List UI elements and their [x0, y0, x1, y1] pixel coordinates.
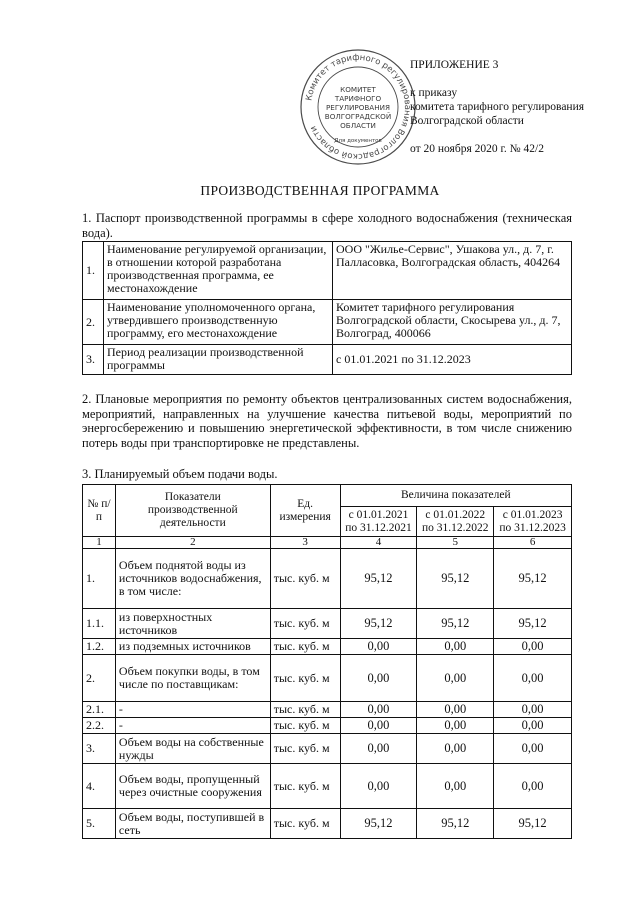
row-number: 3.	[83, 345, 104, 375]
table-row	[83, 242, 572, 300]
cell-value-2021: 95,12	[340, 809, 417, 839]
cell-name: Объем воды, поступившей в сеть	[115, 809, 270, 839]
cell-unit: тыс. куб. м	[270, 639, 340, 655]
cell-value-2021: 95,12	[340, 609, 417, 639]
cell-value-2023: 0,00	[494, 764, 572, 809]
cell-value-2021: 0,00	[340, 702, 417, 718]
section1-heading: 1. Паспорт производственной программы в сфере холодного водоснабжения (техническая вода).	[82, 211, 572, 240]
cell-num: 3.	[83, 734, 116, 764]
cell-value-2023: 0,00	[494, 718, 572, 734]
passport-table	[82, 241, 572, 375]
supply-volume-table	[82, 484, 572, 839]
table-row	[83, 764, 572, 809]
cell-value-2021: 0,00	[340, 639, 417, 655]
index-cell: 5	[417, 537, 494, 549]
cell-value-2022: 0,00	[417, 718, 494, 734]
svg-text:РЕГУЛИРОВАНИЯ: РЕГУЛИРОВАНИЯ	[325, 103, 391, 112]
row-label: Период реализации производственной программы	[104, 345, 333, 375]
cell-unit: тыс. куб. м	[270, 734, 340, 764]
cell-name: -	[115, 702, 270, 718]
annex-line-4: от 20 ноября 2020 г. № 42/2	[410, 143, 544, 155]
cell-unit: тыс. куб. м	[270, 702, 340, 718]
cell-value-2022: 95,12	[417, 549, 494, 609]
table-row	[83, 718, 572, 734]
annex-block	[410, 58, 584, 156]
row-number: 1.	[83, 242, 104, 300]
page-title: ПРОИЗВОДСТВЕННАЯ ПРОГРАММА	[200, 183, 440, 198]
cell-value-2021: 0,00	[340, 734, 417, 764]
header-period-2021: с 01.01.2021 по 31.12.2021	[340, 507, 417, 537]
cell-unit: тыс. куб. м	[270, 764, 340, 809]
section2-text: 2. Плановые мероприятия по ремонту объектов централизованных систем водоснабжения, мероприятий, направленных на улучшение качества питьевой воды, мероприятий по энергосбережению и повышению энергетической эффективности, в том числе снижению потерь воды при транспортировке не представлены.	[82, 392, 572, 450]
cell-value-2022: 0,00	[417, 764, 494, 809]
cell-value-2023: 0,00	[494, 639, 572, 655]
row-label: Наименование регулируемой организации, в отношении которой разработана производственная программа, ее местонахождение	[104, 242, 333, 300]
cell-value-2023: 0,00	[494, 655, 572, 702]
cell-num: 5.	[83, 809, 116, 839]
table-row	[83, 549, 572, 609]
svg-text:КОМИТЕТ: КОМИТЕТ	[340, 85, 376, 94]
cell-value-2021: 0,00	[340, 718, 417, 734]
header-period-2022: с 01.01.2022 по 31.12.2022	[417, 507, 494, 537]
svg-text:ОБЛАСТИ: ОБЛАСТИ	[340, 121, 376, 130]
cell-num: 4.	[83, 764, 116, 809]
section3-heading: 3. Планируемый объем подачи воды.	[82, 467, 278, 481]
index-cell: 2	[115, 537, 270, 549]
annex-title: ПРИЛОЖЕНИЕ 3	[410, 59, 499, 71]
cell-num: 2.2.	[83, 718, 116, 734]
cell-num: 2.1.	[83, 702, 116, 718]
cell-value-2023: 0,00	[494, 734, 572, 764]
header-indicator: Показатели производственной деятельности	[115, 485, 270, 537]
cell-value-2023: 95,12	[494, 609, 572, 639]
index-cell: 4	[340, 537, 417, 549]
row-value: с 01.01.2021 по 31.12.2023	[333, 345, 572, 375]
index-cell: 6	[494, 537, 572, 549]
table-row	[83, 809, 572, 839]
index-row	[83, 537, 572, 549]
header-period-2023: с 01.01.2023 по 31.12.2023	[494, 507, 572, 537]
svg-text:Для документов: Для документов	[334, 138, 382, 144]
cell-unit: тыс. куб. м	[270, 609, 340, 639]
cell-name: Объем воды на собственные нужды	[115, 734, 270, 764]
table-row	[83, 734, 572, 764]
annex-line-3: Волгоградской области	[410, 115, 524, 127]
annex-line-1: к приказу	[410, 87, 458, 99]
cell-name: из поверхностных источников	[115, 609, 270, 639]
official-seal	[298, 47, 418, 167]
cell-unit: тыс. куб. м	[270, 549, 340, 609]
cell-value-2023: 95,12	[494, 549, 572, 609]
cell-value-2022: 95,12	[417, 609, 494, 639]
index-cell: 1	[83, 537, 116, 549]
cell-value-2022: 0,00	[417, 734, 494, 764]
cell-value-2021: 95,12	[340, 549, 417, 609]
table-row	[83, 609, 572, 639]
cell-value-2021: 0,00	[340, 764, 417, 809]
cell-unit: тыс. куб. м	[270, 809, 340, 839]
table-row	[83, 702, 572, 718]
cell-value-2021: 0,00	[340, 655, 417, 702]
table-row	[83, 300, 572, 345]
cell-value-2022: 0,00	[417, 655, 494, 702]
svg-text:ВОЛГОГРАДСКОЙ: ВОЛГОГРАДСКОЙ	[324, 112, 392, 121]
header-num: № п/п	[83, 485, 116, 537]
table-row	[83, 639, 572, 655]
index-cell: 3	[270, 537, 340, 549]
row-number: 2.	[83, 300, 104, 345]
cell-unit: тыс. куб. м	[270, 718, 340, 734]
cell-num: 2.	[83, 655, 116, 702]
cell-name: Объем поднятой воды из источников водоснабжения, в том числе:	[115, 549, 270, 609]
row-value: ООО "Жилье-Сервис", Ушакова ул., д. 7, г. Палласовка, Волгоградская область, 404264	[333, 242, 572, 300]
cell-num: 1.1.	[83, 609, 116, 639]
table-row	[83, 345, 572, 375]
table-row	[83, 655, 572, 702]
annex-line-2: комитета тарифного регулирования	[410, 101, 585, 113]
cell-name: Объем воды, пропущенный через очистные сооружения	[115, 764, 270, 809]
cell-value-2023: 95,12	[494, 809, 572, 839]
row-value: Комитет тарифного регулирования Волгоградской области, Скосырева ул., д. 7, Волгоград, 400066	[333, 300, 572, 345]
cell-num: 1.2.	[83, 639, 116, 655]
cell-name: Объем покупки воды, в том числе по поставщикам:	[115, 655, 270, 702]
header-group: Величина показателей	[340, 485, 571, 507]
svg-text:Комитет тарифного регулировани: Комитет тарифного регулирования Волгоградской области	[304, 52, 413, 162]
cell-value-2022: 0,00	[417, 702, 494, 718]
cell-num: 1.	[83, 549, 116, 609]
row-label: Наименование уполномоченного органа, утвердившего производственную программу, его местонахождение	[104, 300, 333, 345]
cell-value-2022: 0,00	[417, 639, 494, 655]
cell-value-2023: 0,00	[494, 702, 572, 718]
cell-unit: тыс. куб. м	[270, 655, 340, 702]
header-unit: Ед. измерения	[270, 485, 340, 537]
cell-value-2022: 95,12	[417, 809, 494, 839]
cell-name: -	[115, 718, 270, 734]
cell-name: из подземных источников	[115, 639, 270, 655]
svg-text:ТАРИФНОГО: ТАРИФНОГО	[334, 94, 382, 103]
